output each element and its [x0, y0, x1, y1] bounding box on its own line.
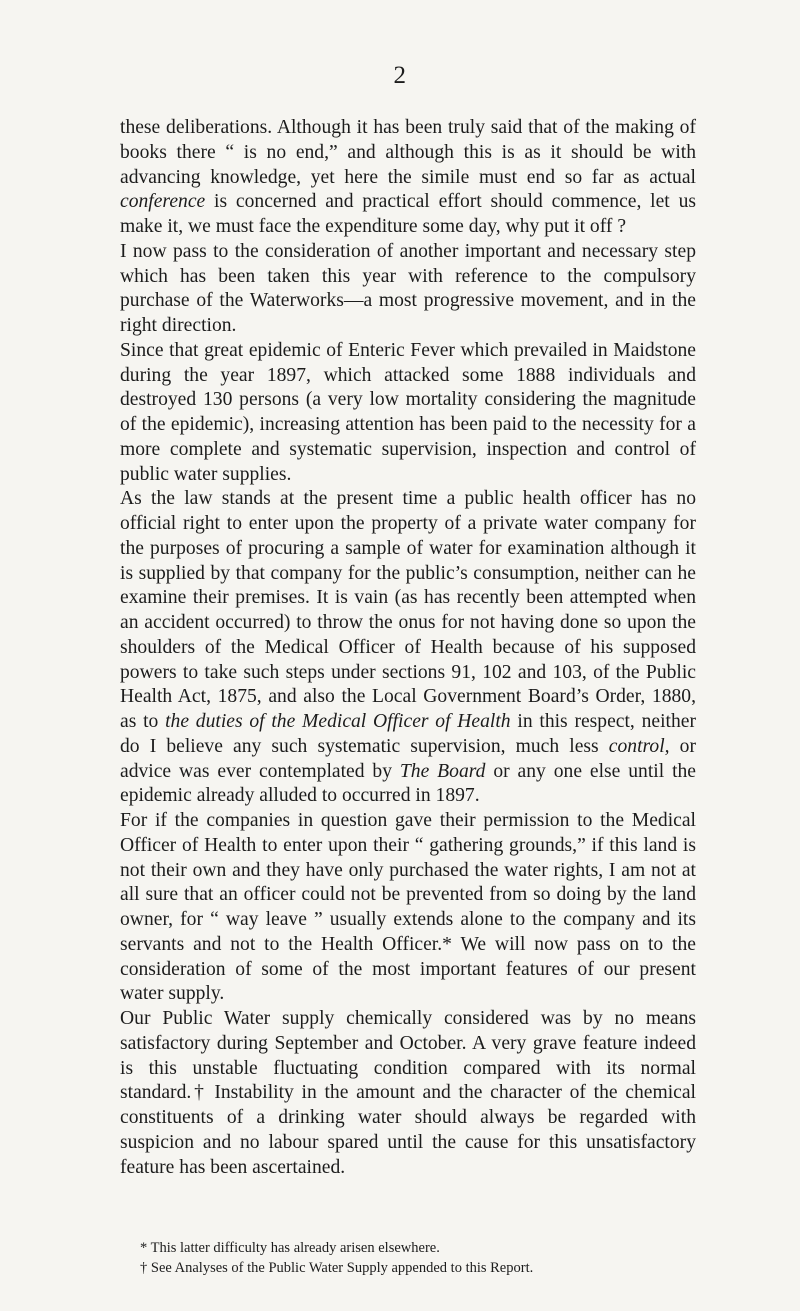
footnotes — [120, 1238, 696, 1278]
body-text — [120, 116, 696, 1180]
paragraph-2: I now pass to the consideration of another important and necessary step which has been taken this year with reference to the compulsory purchase of the Waterworks—a most progressive movement, and in the right direction. — [120, 240, 696, 336]
paragraph-6: Our Public Water supply chemically considered was by no means satisfactory during September and October. A very grave feature indeed is this unstable fluctuating condition compared with its normal standard.† Instability in the amount and the character of the chemical constituents of a drinking water should always be regarded with suspicion and no labour spared until the cause for this unsatisfactory feature has been ascertained. — [120, 1008, 696, 1178]
emphasis-control: control, — [608, 735, 670, 757]
paragraph-4-text-d: or any one else until the epidemic already alluded to occurred in 1897. — [120, 760, 697, 807]
paragraph-1-text-a: these deliberations. Although it has been truly said that of the making of books there “ is no end,” and although this is as it should be with advancing knowledge, yet here the simile must end so far as actual — [120, 117, 696, 188]
paragraph-4-text-b: in this respect, neither do I believe any such systematic supervision, much less — [120, 711, 696, 757]
paragraph-4-text-a: As the law stands at the present time a public health officer has no official right to enter upon the property of a private water company for the purposes of procuring a sample of water for examination although it is supplied by that company for the public’s consumption, neither can he examine their premises. It is vain (as has recently been attempted when an accident occurred) to throw the onus for not having done so upon the shoulders of the Medical Officer of Health because of his supposed powers to take such steps under sections 91, 102 and 103, of the Public Health Act, 1875, and also the Local Government Board’s Order, 1880, as to — [120, 488, 696, 732]
paragraph-4-text-c: or advice was ever contemplated by — [120, 735, 696, 782]
footnote-1: * This latter difficulty has already arisen elsewhere. — [140, 1240, 440, 1256]
paragraph-5: For if the companies in question gave their permission to the Medical Officer of Health to enter upon their “ gathering grounds,” if this land is not their own and they have only purchased the water rights, I am not at all sure that an officer could not be prevented from so doing by the land owner, for “ way leave ” usually extends alone to the company and its servants and not to the Health Officer.* We will now pass on to the consideration of some of the most important features of our present water supply. — [120, 810, 696, 1005]
paragraph-1 — [120, 116, 696, 240]
footnote-2: † See Analyses of the Public Water Supply appended to this Report. — [140, 1260, 534, 1276]
emphasis-conference: conference — [120, 191, 206, 213]
paragraph-4 — [120, 487, 696, 809]
emphasis-the-board: The Board — [399, 760, 486, 782]
paragraph-3: Since that great epidemic of Enteric Fever which prevailed in Maidstone during the year 1897, which attacked some 1888 individuals and destroyed 130 persons (a very low mortality considering the magnitude of the epidemic), increasing attention has been paid to the necessity for a more complete and systematic supervision, inspection and control of public water supplies. — [120, 339, 696, 485]
page-number: 2 — [393, 62, 407, 89]
emphasis-duties: the duties of the Medical Officer of Health — [165, 711, 511, 732]
paragraph-1-text-b: is concerned and practical effort should commence, let us make it, we must face the expenditure some day, why put it off ? — [120, 191, 696, 237]
